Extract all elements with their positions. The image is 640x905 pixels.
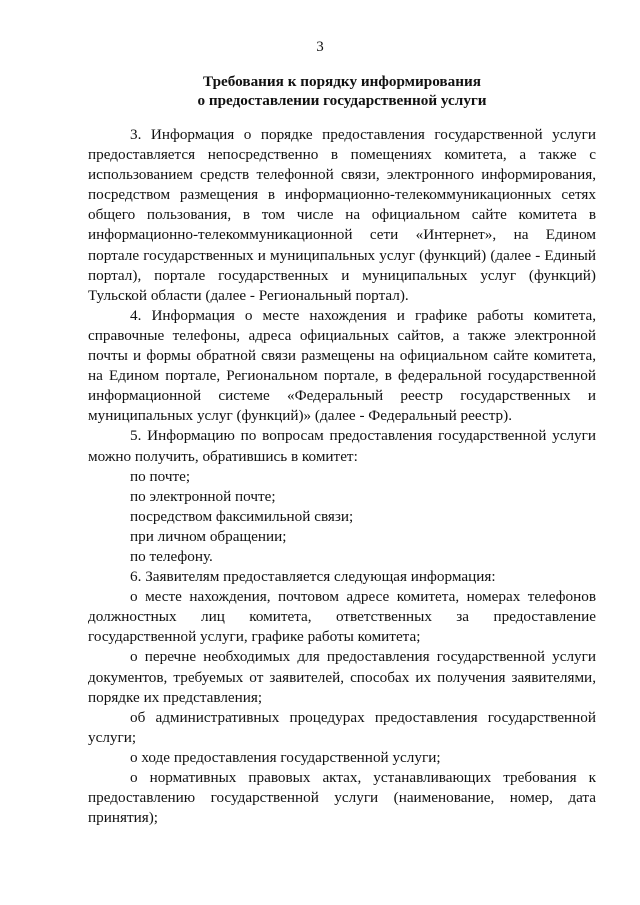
paragraph-4: 4. Информация о месте нахождения и графике работы комитета, справочные телефоны, адреса официальных сайтов, а также электронной почты и формы обратной связи размещены на официальном сайте комитета, на Едином портале, Региональном портале, в федеральной государственной информационной системе «Федеральный реестр государственных и муниципальных услуг (функций)» (далее - Федеральный реестр).	[88, 306, 596, 425]
contact-method-fax: посредством факсимильной связи;	[130, 507, 354, 525]
info-item-location: о месте нахождения, почтовом адресе комитета, номерах телефонов должностных лиц комитета, ответственных за предоставление государственной услуги, графике работы комитета;	[88, 588, 596, 646]
section-heading-line-1: Требования к порядку информирования	[203, 73, 481, 90]
section-heading	[88, 72, 596, 110]
info-item-documents: о перечне необходимых для предоставления государственной услуги документов, требуемых от заявителей, способах их получения заявителями, порядке их представления;	[88, 648, 596, 706]
info-item-progress: о ходе предоставления государственной услуги;	[130, 748, 441, 766]
paragraph-6: 6. Заявителям предоставляется следующая информация:	[130, 568, 496, 586]
document-body	[88, 125, 596, 828]
section-heading-line-2: о предоставлении государственной услуги	[197, 92, 487, 109]
contact-method-email: по электронной почте;	[130, 487, 276, 505]
contact-method-in-person: при личном обращении;	[130, 527, 287, 545]
paragraph-5: 5. Информацию по вопросам предоставления государственной услуги можно получить, обратившись в комитет:	[88, 427, 596, 465]
paragraph-3: 3. Информация о порядке предоставления государственной услуги предоставляется непосредственно в помещениях комитета, а также с использованием средств телефонной связи, электронного информирования, посредством размещения в информационно-телекоммуникационных сетях общего пользования, в том числе на официальном сайте комитета в информационно-телекоммуникационной сети «Интернет», на Едином портале государственных и муниципальных услуг (функций) (далее - Единый портал), портале государственных и муниципальных услуг (функций) Тульской области (далее - Региональный портал).	[88, 126, 596, 304]
page-number: 3	[316, 39, 324, 55]
contact-method-mail: по почте;	[130, 467, 191, 485]
info-item-legal-acts: о нормативных правовых актах, устанавливающих требования к предоставлению государственной услуги (наименование, номер, дата принятия);	[88, 769, 596, 827]
info-item-procedures: об административных процедурах предоставления государственной услуги;	[88, 708, 596, 746]
contact-method-phone: по телефону.	[130, 547, 213, 565]
